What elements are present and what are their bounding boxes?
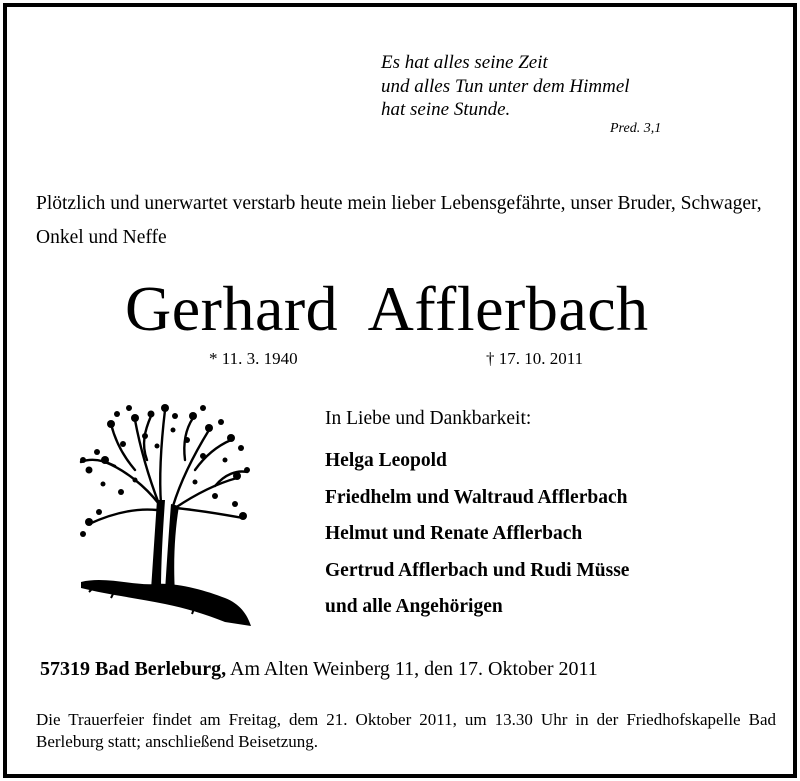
mourner-name: Helmut und Renate Afflerbach (325, 523, 583, 544)
address-rest: Am Alten Weinberg 11, den 17. Oktober 2011 (226, 658, 598, 680)
mourner-name: Helga Leopold (325, 450, 447, 471)
address-place: 57319 Bad Berleburg, (40, 658, 227, 680)
death-date: † 17. 10. 2011 (486, 349, 584, 368)
mourner-name: Friedhelm und Waltraud Afflerbach (325, 486, 628, 508)
intro-text: Plötzlich und unerwartet verstarb heute mein lieber Lebensgefährte, unser Bruder, Schwager, Onkel und Neffe (36, 193, 762, 248)
obituary-notice (3, 3, 797, 778)
mourners-list (325, 443, 629, 626)
bible-verse (381, 51, 630, 122)
verse-line: und alles Tun unter dem Himmel (381, 75, 630, 97)
birth-date: * 11. 3. 1940 (209, 349, 298, 368)
deceased-name: Gerhard Afflerbach (125, 273, 649, 344)
verse-line: Es hat alles seine Zeit (381, 52, 548, 73)
mourner-name: Gertrud Afflerbach und Rudi Müsse (325, 559, 630, 581)
verse-reference: Pred. 3,1 (610, 121, 662, 136)
funeral-notice: Die Trauerfeier findet am Freitag, dem 21. Oktober 2011, um 13.30 Uhr in der Friedhofskapelle Bad Berleburg statt; anschließend Beisetzung. (36, 710, 776, 751)
address-line (40, 658, 598, 681)
mourners-heading: In Liebe und Dankbarkeit: (325, 408, 532, 429)
mourner-name: und alle Angehörigen (325, 596, 503, 617)
verse-line: hat seine Stunde. (381, 99, 511, 120)
tree-icon (75, 400, 253, 632)
